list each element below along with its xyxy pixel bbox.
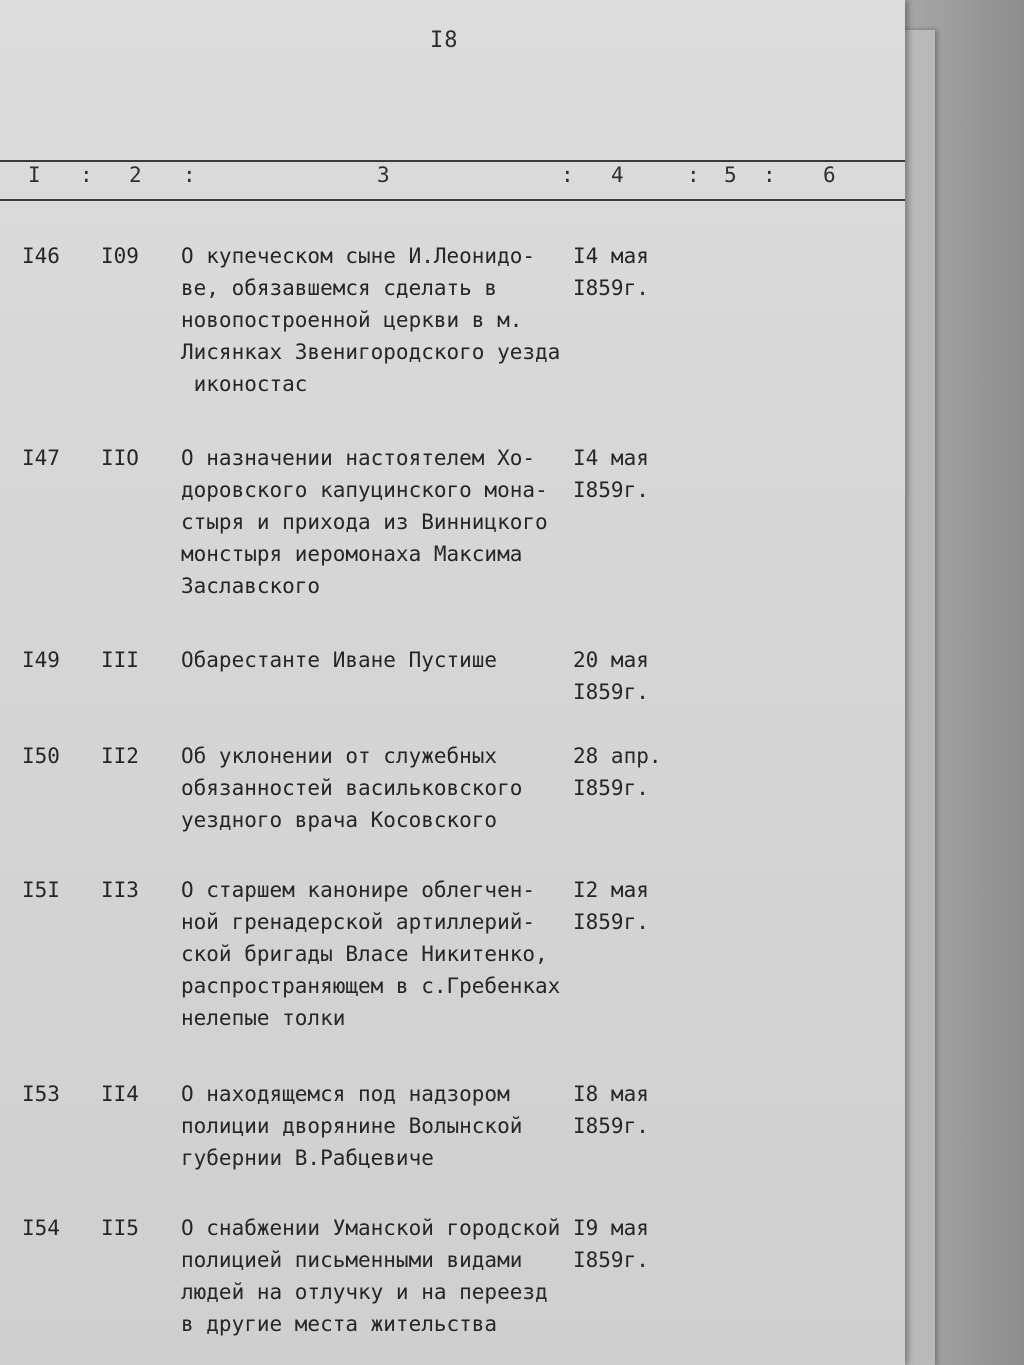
header-col-2: 2: [129, 163, 142, 187]
file-number: III: [101, 648, 139, 672]
record-date: I2 мая I859г.: [573, 878, 649, 934]
header-separator: :: [561, 163, 574, 187]
record-date: I4 мая I859г.: [573, 244, 649, 300]
record-date: I9 мая I859г.: [573, 1216, 649, 1272]
record-number: I54: [22, 1216, 60, 1240]
record-number: I50: [22, 744, 60, 768]
record-description: Об уклонении от служебных обязанностей васильковского уездного врача Косовского: [181, 744, 523, 832]
page-number: I8: [430, 28, 459, 53]
header-bottom-rule: [0, 199, 905, 201]
record-description: Обарестанте Иване Пустише: [181, 648, 498, 672]
header-col-4: 4: [611, 163, 624, 187]
header-col-1: I: [28, 163, 41, 187]
record-date: 28 апр. I859г.: [573, 744, 662, 800]
record-description: О назначении настоятелем Хо- доровского капуцинского мона- стыря и прихода из Винницкого монстыря иеромонаха Максима Заславского: [181, 446, 548, 598]
file-number: IIО: [101, 446, 139, 470]
file-number: II2: [101, 744, 139, 768]
header-separator: :: [687, 163, 700, 187]
record-description: О купеческом сыне И.Леонидо- ве, обязавшемся сделать в новопостроенной церкви в м. Лисянках Звенигородского уезда иконостас: [181, 244, 561, 396]
header-col-3: 3: [377, 163, 390, 187]
header-top-rule: [0, 160, 905, 162]
record-date: I4 мая I859г.: [573, 446, 649, 502]
record-date: I8 мая I859г.: [573, 1082, 649, 1138]
record-number: I47: [22, 446, 60, 470]
record-description: О находящемся под надзором полиции дворянине Волынской губернии В.Рабцевиче: [181, 1082, 523, 1170]
file-number: II4: [101, 1082, 139, 1106]
file-number: II5: [101, 1216, 139, 1240]
header-col-5: 5: [724, 163, 737, 187]
header-col-6: 6: [823, 163, 836, 187]
record-description: О старшем канонире облегчен- ной гренадерской артиллерий- ской бригады Власе Никитенко, распространяющем в с.Гребенках нелепые толки: [181, 878, 561, 1030]
header-separator: :: [183, 163, 196, 187]
record-date: 20 мая I859г.: [573, 648, 649, 704]
header-separator: :: [80, 163, 93, 187]
record-description: О снабжении Уманской городской полицией письменными видами людей на отлучку и на переезд в другие места жительства: [181, 1216, 561, 1336]
record-number: I49: [22, 648, 60, 672]
file-number: I09: [101, 244, 139, 268]
record-number: I46: [22, 244, 60, 268]
record-number: I53: [22, 1082, 60, 1106]
header-separator: :: [763, 163, 776, 187]
file-number: II3: [101, 878, 139, 902]
record-number: I5I: [22, 878, 60, 902]
